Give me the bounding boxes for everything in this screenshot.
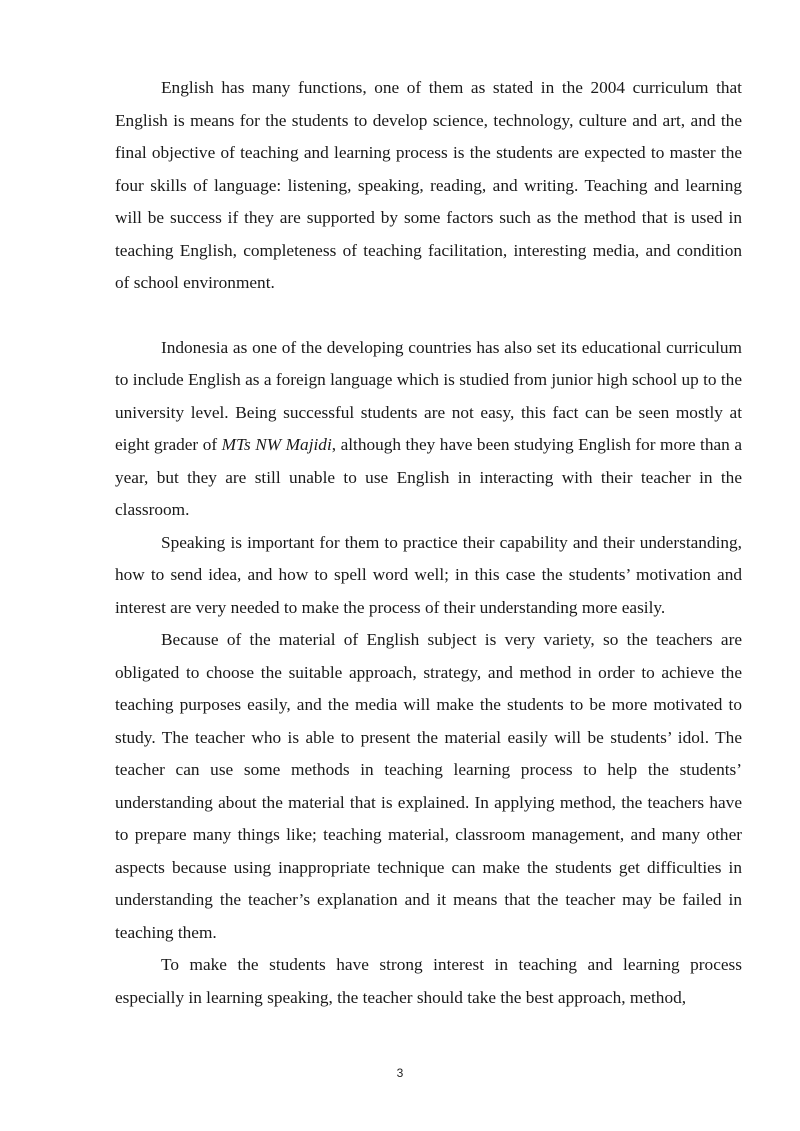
paragraph-material-variety: Because of the material of English subject is very variety, so the teachers are obligated to choose the suitable approach, strategy, and method in order to achieve the teaching purposes easily, and the media will make the students to be more motivated to study. The teacher who is able to present the material easily will be students’ idol. The teacher can use some methods in teaching learning process to help the students’ understanding about the material that is explained. In applying method, the teachers have to prepare many things like; teaching material, classroom management, and many other aspects because using inappropriate technique can make the students get difficulties in understanding the teacher’s explanation and it means that the teacher may be failed in teaching them. (115, 630, 742, 942)
paragraph-indonesia-text-start: Indonesia as one of the developing countries has also set its educational curriculum to include English as a foreign language which is studied from junior high school up to the university level. Being successful students are not easy, this fact can be seen mostly at eight grader of (115, 337, 742, 454)
school-name-italic: MTs NW Majidi (221, 435, 332, 454)
paragraph-indonesia-text-end: , although they have been studying English for more than a year, but they are still unable to use English in interacting with their teacher in the classroom. (115, 435, 742, 519)
paragraph-indonesia-curriculum (115, 332, 742, 527)
document-body (115, 72, 742, 1014)
paragraph-english-functions: English has many functions, one of them as stated in the 2004 curriculum that English is means for the students to develop science, technology, culture and art, and the final objective of teaching and learning process is the students are expected to master the four skills of language: listening, speaking, reading, and writing. Teaching and learning will be success if they are supported by some factors such as the method that is used in teaching English, completeness of teaching facilitation, interesting media, and condition of school environment. (115, 78, 742, 292)
paragraph-speaking-importance: Speaking is important for them to practice their capability and their understanding, how to send idea, and how to spell word well; in this case the students’ motivation and interest are very needed to make the process of their understanding more easily. (115, 532, 742, 617)
paragraph-spacer (115, 300, 742, 332)
paragraph-strong-interest: To make the students have strong interest in teaching and learning process especially in learning speaking, the teacher should take the best approach, method, (115, 955, 742, 1007)
page-number: 3 (396, 1066, 404, 1080)
